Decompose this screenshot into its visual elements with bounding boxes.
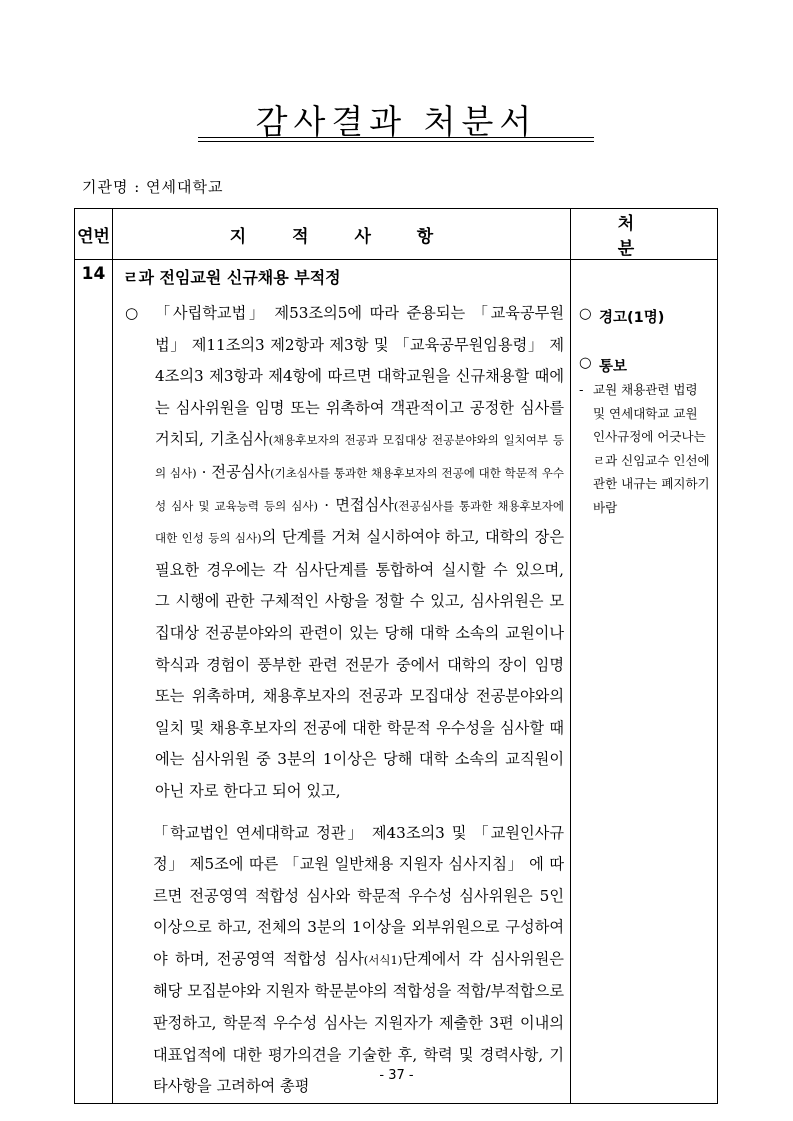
para1-note-interview: (전공심사를 통과한 채용후보자에 대한 인성 등의 심사) [155, 498, 565, 546]
para2-text-a: 「학교법인 연세대학교 정관」 제43조의3 및 「교원인사규정」 제5조에 따른 「교원 일반채용 지원자 심사지침」 에 따르면 전공영역 적합성 심사와 학문적 우수성 심사위원은 5인 이상으로 하고, 전체의 3분의 1이상을 외부위원으로 구성하여야 하며, 전공영역 적합성 심사 [153, 823, 564, 968]
finding-paragraph-1 [123, 298, 564, 808]
title-underline-bottom [198, 141, 594, 142]
finding-heading: ㄹ과 전임교원 신규채용 부적정 [123, 268, 341, 287]
title-underline-top [198, 137, 594, 138]
action-warning [579, 306, 711, 327]
notice-detail [579, 378, 711, 519]
findings-cell [113, 260, 571, 1104]
warning-label: 경고(1명) [599, 310, 665, 326]
para1-text-c: · 전공심사 [196, 462, 271, 481]
notice-label: 통보 [599, 359, 628, 375]
para2-text-c: 단계에서 각 심사위원은 해당 모집분야와 지원자 학문분야의 적합성을 적합/부적합으로 판정하고, 학문적 우수성 심사는 지원자가 제출한 3편 이내의 대표업적에 대한 평가의견을 기술한 후, 학력 및 경력사항, 기타사항을 고려하여 총평 [153, 949, 564, 1096]
table-header-row [75, 209, 718, 260]
header-findings: 지 적 사 항 [113, 209, 571, 260]
para2-note-form: (서식1) [363, 952, 403, 967]
audit-table [74, 208, 718, 1104]
bullet-icon: ○ [125, 304, 139, 322]
dash-marker: - [579, 382, 584, 397]
bullet-icon: ○ [579, 355, 592, 371]
para1-text-e: · 면접심사 [317, 495, 394, 514]
header-action: 처 분 [571, 209, 718, 260]
action-cell [571, 260, 718, 1104]
organization-label: 기관명 : 연세대학교 [82, 178, 224, 196]
finding-paragraph-2 [123, 818, 564, 1103]
para1-note-basic: (채용후보자의 전공과 모집대상 전공분야와의 일치여부 등의 심사) [155, 433, 564, 480]
action-notice [579, 355, 711, 376]
para1-text-a: 「사립학교법」 제53조의5에 따라 준용되는 「교육공무원법」 제11조의3 제2항과 제3항 및 「교육공무원임용령」 제4조의3 제3항과 제4항에 따르면 대학교원을 신규채용할 때에는 심사위원을 임명 또는 위촉하여 객관적이고 공정한 심사를 거치되, 기초심사 [155, 304, 564, 449]
row-number: 14 [75, 260, 113, 1104]
notice-detail-text: 교원 채용관련 법령 및 연세대학교 교원 인사규정에 어긋나는 ㄹ과 신임교수 인선에 관한 내규는 폐지하기 바람 [593, 382, 710, 515]
document-title: 감사결과 처분서 [255, 102, 538, 141]
table-row [75, 260, 718, 1104]
para1-text-g: 의 단계를 거쳐 실시하여야 하고, 대학의 장은 필요한 경우에는 각 심사단계를 통합하여 실시할 수 있으며, 그 시행에 관한 구체적인 사항을 정할 수 있고, 심사위원은 모집대상 전공분야와의 관련이 있는 당해 대학 소속의 교원이나 학식과 경험이 풍부한 관련 전문가 중에서 대학의 장이 임명 또는 위촉하며, 채용후보자의 전공과 모집대상 전공분야와의 일치 및 채용후보자의 전공에 대한 학문적 우수성을 심사할 때에는 심사위원 중 3분의 1이상은 당해 대학 소속의 교직원이 아닌 자로 한다고 되어 있고, [155, 528, 564, 800]
header-number: 연번 [75, 209, 113, 260]
para1-note-major: (기초심사를 통과한 채용후보자의 전공에 대한 학문적 우수성 심사 및 교육능력 등의 심사) [155, 465, 565, 513]
page-number: - 37 - [379, 1068, 414, 1083]
bullet-icon: ○ [579, 306, 592, 322]
